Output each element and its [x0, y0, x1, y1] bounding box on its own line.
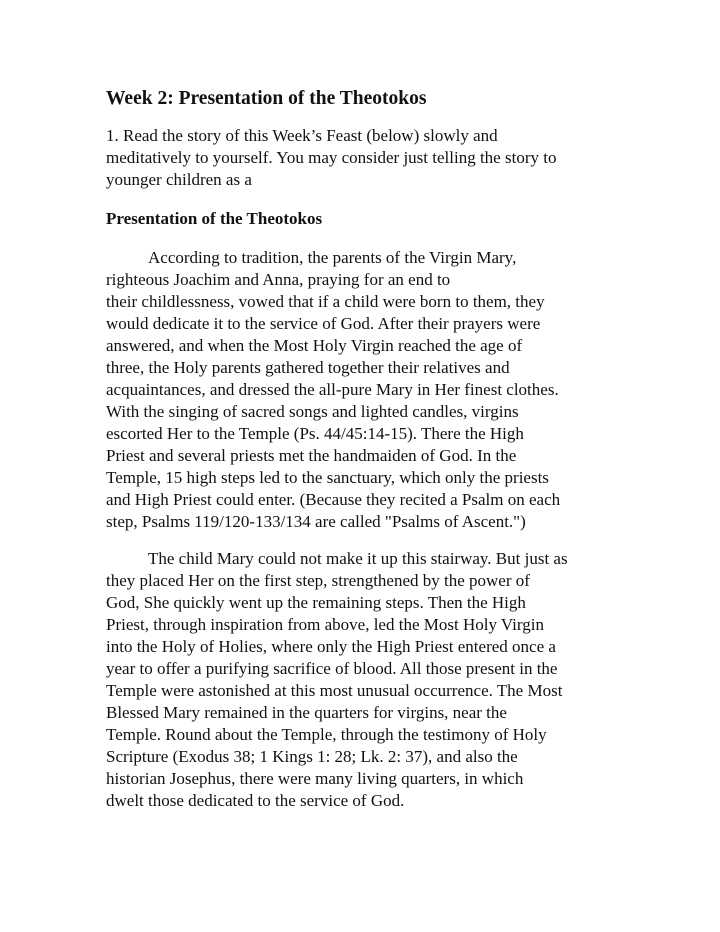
paragraph-line: Temple. Round about the Temple, through the testimony of Holy: [106, 725, 547, 744]
paragraph-line: God, She quickly went up the remaining steps. Then the High: [106, 593, 526, 612]
paragraph-line: three, the Holy parents gathered together their relatives and: [106, 358, 510, 377]
intro-line: younger children as a: [106, 170, 252, 189]
paragraph-line: and High Priest could enter. (Because they recited a Psalm on each: [106, 490, 561, 509]
paragraph-line: into the Holy of Holies, where only the High Priest entered once a: [106, 637, 556, 656]
paragraph-line: Priest, through inspiration from above, led the Most Holy Virgin: [106, 615, 544, 634]
paragraph-line: Temple, 15 high steps led to the sanctuary, which only the priests: [106, 468, 549, 487]
paragraph-line: Temple were astonished at this most unusual occurrence. The Most: [106, 681, 563, 700]
paragraph-line: would dedicate it to the service of God. After their prayers were: [106, 314, 541, 333]
intro-line: meditatively to yourself. You may consider just telling the story to: [106, 148, 557, 167]
intro-line: 1. Read the story of this Week’s Feast (below) slowly and: [106, 126, 498, 145]
paragraph-line: acquaintances, and dressed the all-pure Mary in Her finest clothes.: [106, 380, 559, 399]
paragraph-line: The child Mary could not make it up this stairway. But just as: [148, 549, 568, 568]
story-paragraph-1: [106, 247, 618, 533]
paragraph-line: Blessed Mary remained in the quarters for virgins, near the: [106, 703, 507, 722]
page-title: Week 2: Presentation of the Theotokos: [106, 88, 427, 109]
paragraph-line: historian Josephus, there were many living quarters, in which: [106, 769, 524, 788]
paragraph-line: their childlessness, vowed that if a child were born to them, they: [106, 292, 545, 311]
paragraph-line: step, Psalms 119/120-133/134 are called "Psalms of Ascent."): [106, 512, 526, 531]
paragraph-line: they placed Her on the first step, strengthened by the power of: [106, 571, 530, 590]
paragraph-line: righteous Joachim and Anna, praying for an end to: [106, 270, 451, 289]
paragraph-line: escorted Her to the Temple (Ps. 44/45:14-15). There the High: [106, 424, 524, 443]
paragraph-line: According to tradition, the parents of the Virgin Mary,: [148, 248, 517, 267]
document-page: [106, 86, 618, 827]
story-paragraph-2: [106, 548, 618, 812]
intro-paragraph: [106, 125, 618, 191]
paragraph-line: With the singing of sacred songs and lighted candles, virgins: [106, 402, 519, 421]
paragraph-line: Scripture (Exodus 38; 1 Kings 1: 28; Lk. 2: 37), and also the: [106, 747, 518, 766]
paragraph-line: answered, and when the Most Holy Virgin reached the age of: [106, 336, 523, 355]
paragraph-line: dwelt those dedicated to the service of God.: [106, 791, 405, 810]
paragraph-line: Priest and several priests met the handmaiden of God. In the: [106, 446, 517, 465]
paragraph-line: year to offer a purifying sacrifice of blood. All those present in the: [106, 659, 558, 678]
section-title: Presentation of the Theotokos: [106, 209, 323, 228]
